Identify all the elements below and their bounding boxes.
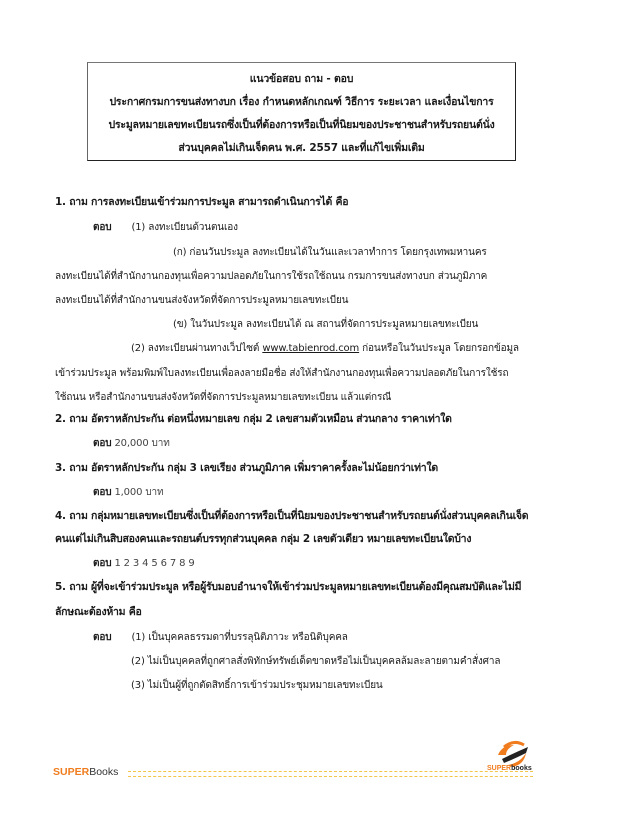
question-4-line-1: 4. ถาม กลุ่มหมายเลขทะเบียนซึ่งเป็นที่ต้องการหรือเป็นที่นิยมของประชาชนสำหรับรถยนต์นั่งส่วนบุคคลเกินเจ็ด xyxy=(55,510,529,522)
answer-1-item-a: (ก) ก่อนวันประมูล ลงทะเบียนได้ในวันและเวลาทำการ โดยกรุงเทพมหานคร xyxy=(173,247,487,258)
title-line-3: ประมูลหมายเลขทะเบียนรถซึ่งเป็นที่ต้องการหรือเป็นที่นิยมของประชาชนสำหรับรถยนต์นั่ง xyxy=(108,119,495,131)
answer-1-item-1: (1) ลงทะเบียนด้วนตนเอง xyxy=(131,222,238,233)
answer-5-item-3: (3) ไม่เป็นผู้ที่ถูกตัดสิทธิ์การเข้าร่วมประชุมหมายเลขทะเบียน xyxy=(131,680,383,691)
answer-label: ตอบ xyxy=(93,487,112,498)
title-line-2: ประกาศกรมการขนส่งทางบก เรื่อง กำหนดหลักเกณฑ์ วิธีการ ระยะเวลา และเงื่อนไขการ xyxy=(109,96,494,108)
question-5-line-2: ลักษณะต้องห้าม คือ xyxy=(55,606,142,618)
question-5-line-1: 5. ถาม ผู้ที่จะเข้าร่วมประมูล หรือผู้รับมอบอำนาจให้เข้าร่วมประมูลหมายเลขทะเบียนต้องมีคุณสมบัติและไม่มี xyxy=(55,581,522,593)
footer-brand-super: SUPER xyxy=(53,766,90,778)
answer-4-value: 1 2 3 4 5 6 7 8 9 xyxy=(114,558,195,569)
answer-label: ตอบ xyxy=(93,222,112,233)
title-box xyxy=(87,62,516,161)
answer-1-item-a-cont-1: ลงทะเบียนได้ที่สำนักงานกองทุนเพื่อความปลอดภัยในการใช้รถใช้ถนน กรมการขนส่งทางบก ส่วนภูมิภาค xyxy=(55,271,488,282)
answer-2-row xyxy=(93,437,170,451)
answer-label: ตอบ xyxy=(93,632,112,643)
answer-1-item-2-cont-1: เข้าร่วมประมูล พร้อมพิมพ์ใบลงทะเบียนเพื่อลงลายมือชื่อ ส่งให้สำนักงานกองทุนเพื่อความปลอดภัยในการใช้รถ xyxy=(55,368,509,379)
answer-5-item-2: (2) ไม่เป็นบุคคลที่ถูกศาลสั่งพิทักษ์ทรัพย์เด็ดขาดหรือไม่เป็นบุคคลล้มละลายตามคำสั่งศาล xyxy=(131,656,501,667)
question-2: 2. ถาม อัตราหลักประกัน ต่อหนึ่งหมายเลข กลุ่ม 2 เลขสามตัวเหมือน ส่วนกลาง ราคาเท่าใด xyxy=(55,413,452,425)
answer-label: ตอบ xyxy=(93,558,112,569)
answer-1-row xyxy=(93,221,238,235)
tabienrod-link[interactable]: www.tabienrod.com xyxy=(262,343,360,354)
question-1: 1. ถาม การลงทะเบียนเข้าร่วมการประมูล สามารถดำเนินการได้ คือ xyxy=(55,196,349,208)
title-line-1: แนวข้อสอบ ถาม - ตอบ xyxy=(249,73,354,85)
answer-5-item-1: (1) เป็นบุคคลธรรมดาที่บรรลุนิติภาวะ หรือนิติบุคคล xyxy=(131,632,348,643)
footer-brand-books: Books xyxy=(89,766,119,778)
answer-4-row xyxy=(93,557,195,571)
answer-3-value: 1,000 บาท xyxy=(114,487,164,498)
superbooks-logo-icon xyxy=(484,737,544,787)
answer-2-value: 20,000 บาท xyxy=(114,438,170,449)
logo-wordmark: SUPERbooks xyxy=(487,765,532,772)
answer-1-item-2-cont-2: ใช้ถนน หรือสำนักงานขนส่งจังหวัดที่จัดการประมูลหมายเลขทะเบียน แล้วแต่กรณี xyxy=(55,392,392,403)
footer-divider xyxy=(128,771,533,777)
answer-1-item-b: (ข) ในวันประมูล ลงทะเบียนได้ ณ สถานที่จัดการประมูลหมายเลขทะเบียน xyxy=(173,319,479,330)
answer-1-item-a-cont-2: ลงทะเบียนได้ที่สำนักงานขนส่งจังหวัดที่จัดการประมูลหมายเลขทะเบียน xyxy=(55,295,349,306)
answer-1-item-2: (2) ลงทะเบียนผ่านทางเว็ปไซต์ www.tabienrod.com ก่อนหรือในวันประมูล โดยกรอกข้อมูล xyxy=(131,343,519,354)
answer-3-row xyxy=(93,486,163,500)
title-line-4: ส่วนบุคคลไม่เกินเจ็ดคน พ.ศ. 2557 และที่แก้ไขเพิ่มเติม xyxy=(178,142,425,154)
answer-label: ตอบ xyxy=(93,438,112,449)
answer-5-row xyxy=(93,631,348,645)
question-4-line-2: คนแต่ไม่เกินสิบสองคนและรถยนต์บรรทุกส่วนบุคคล กลุ่ม 2 เลขตัวเดียว หมายเลขทะเบียนใดบ้าง xyxy=(55,533,472,545)
footer xyxy=(53,766,503,780)
question-3: 3. ถาม อัตราหลักประกัน กลุ่ม 3 เลขเรียง ส่วนภูมิภาค เพิ่มราคาครั้งละไม่น้อยกว่าเท่าใด xyxy=(55,462,438,474)
